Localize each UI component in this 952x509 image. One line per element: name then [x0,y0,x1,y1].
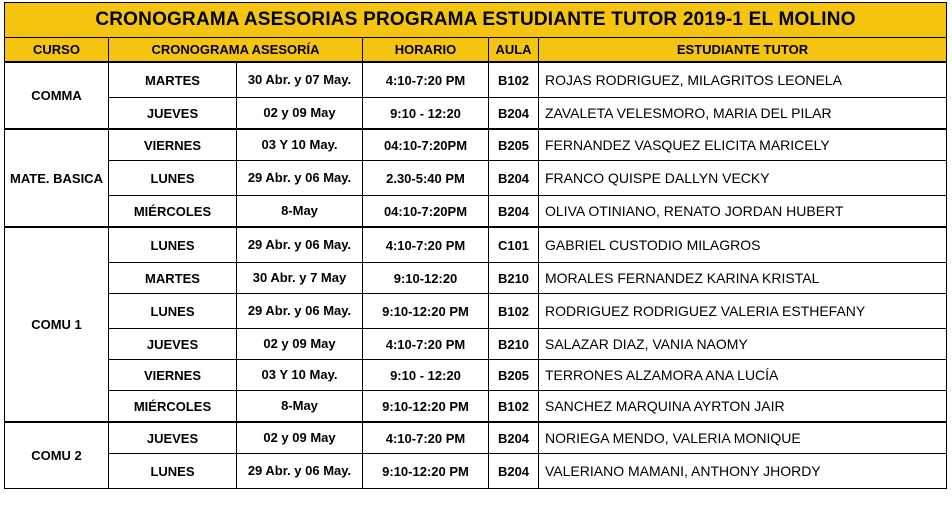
date-cell: 29 Abr. y 06 May. [237,454,363,489]
day-cell: JUEVES [109,98,237,130]
day-cell: MARTES [109,263,237,294]
header-tutor: ESTUDIANTE TUTOR [539,38,947,63]
header-cronograma: CRONOGRAMA ASESORÍA [109,38,363,63]
tutor-cell: TERRONES ALZAMORA ANA LUCÍA [539,360,947,391]
time-cell: 04:10-7:20PM [363,196,489,228]
day-cell: LUNES [109,161,237,196]
tutor-cell: NORIEGA MENDO, VALERIA MONIQUE [539,422,947,454]
table-row [5,62,947,98]
schedule-table [4,2,947,489]
time-cell: 04:10-7:20PM [363,129,489,161]
tutor-cell: FERNANDEZ VASQUEZ ELICITA MARICELY [539,129,947,161]
date-cell: 03 Y 10 May. [237,129,363,161]
tutor-cell: GABRIEL CUSTODIO MILAGROS [539,227,947,263]
time-cell: 9:10-12:20 PM [363,294,489,329]
day-cell: JUEVES [109,422,237,454]
table-row [5,454,947,489]
time-cell: 9:10 - 12:20 [363,360,489,391]
table-row [5,161,947,196]
date-cell: 8-May [237,391,363,423]
day-cell: MIÉRCOLES [109,391,237,423]
date-cell: 30 Abr. y 7 May [237,263,363,294]
tutor-cell: SALAZAR DIAZ, VANIA NAOMY [539,329,947,360]
table-row [5,227,947,263]
aula-cell: B205 [489,129,539,161]
table-row [5,129,947,161]
page-title: CRONOGRAMA ASESORIAS PROGRAMA ESTUDIANTE TUTOR 2019-1 EL MOLINO [5,3,947,38]
aula-cell: B102 [489,62,539,98]
tutor-cell: OLIVA OTINIANO, RENATO JORDAN HUBERT [539,196,947,228]
aula-cell: B102 [489,391,539,423]
aula-cell: B204 [489,422,539,454]
table-row [5,98,947,130]
header-curso: CURSO [5,38,109,63]
day-cell: MIÉRCOLES [109,196,237,228]
schedule-sheet [4,2,946,489]
time-cell: 9:10-12:20 PM [363,391,489,423]
day-cell: LUNES [109,227,237,263]
aula-cell: B210 [489,329,539,360]
date-cell: 29 Abr. y 06 May. [237,161,363,196]
aula-cell: B204 [489,454,539,489]
curso-cell: MATE. BASICA [5,129,109,227]
time-cell: 4:10-7:20 PM [363,227,489,263]
table-row [5,422,947,454]
aula-cell: B204 [489,161,539,196]
time-cell: 9:10-12:20 PM [363,454,489,489]
aula-cell: B204 [489,196,539,228]
aula-cell: C101 [489,227,539,263]
time-cell: 4:10-7:20 PM [363,329,489,360]
time-cell: 2.30-5:40 PM [363,161,489,196]
tutor-cell: SANCHEZ MARQUINA AYRTON JAIR [539,391,947,423]
date-cell: 02 y 09 May [237,98,363,130]
header-aula: AULA [489,38,539,63]
date-cell: 29 Abr. y 06 May. [237,227,363,263]
header-horario: HORARIO [363,38,489,63]
aula-cell: B205 [489,360,539,391]
curso-cell: COMU 1 [5,227,109,422]
schedule-body [5,62,947,489]
time-cell: 4:10-7:20 PM [363,422,489,454]
date-cell: 02 y 09 May [237,422,363,454]
curso-cell: COMMA [5,62,109,129]
tutor-cell: ROJAS RODRIGUEZ, MILAGRITOS LEONELA [539,62,947,98]
time-cell: 9:10-12:20 [363,263,489,294]
day-cell: VIERNES [109,360,237,391]
date-cell: 29 Abr. y 06 May. [237,294,363,329]
curso-cell: COMU 2 [5,422,109,489]
table-row [5,329,947,360]
date-cell: 03 Y 10 May. [237,360,363,391]
header-row [5,38,947,63]
day-cell: LUNES [109,294,237,329]
tutor-cell: RODRIGUEZ RODRIGUEZ VALERIA ESTHEFANY [539,294,947,329]
aula-cell: B204 [489,98,539,130]
table-row [5,263,947,294]
aula-cell: B210 [489,263,539,294]
day-cell: LUNES [109,454,237,489]
date-cell: 30 Abr. y 07 May. [237,62,363,98]
time-cell: 9:10 - 12:20 [363,98,489,130]
table-row [5,196,947,228]
date-cell: 8-May [237,196,363,228]
table-row [5,391,947,423]
table-row [5,294,947,329]
day-cell: VIERNES [109,129,237,161]
tutor-cell: VALERIANO MAMANI, ANTHONY JHORDY [539,454,947,489]
tutor-cell: ZAVALETA VELESMORO, MARIA DEL PILAR [539,98,947,130]
day-cell: MARTES [109,62,237,98]
time-cell: 4:10-7:20 PM [363,62,489,98]
date-cell: 02 y 09 May [237,329,363,360]
tutor-cell: MORALES FERNANDEZ KARINA KRISTAL [539,263,947,294]
aula-cell: B102 [489,294,539,329]
day-cell: JUEVES [109,329,237,360]
tutor-cell: FRANCO QUISPE DALLYN VECKY [539,161,947,196]
table-row [5,360,947,391]
